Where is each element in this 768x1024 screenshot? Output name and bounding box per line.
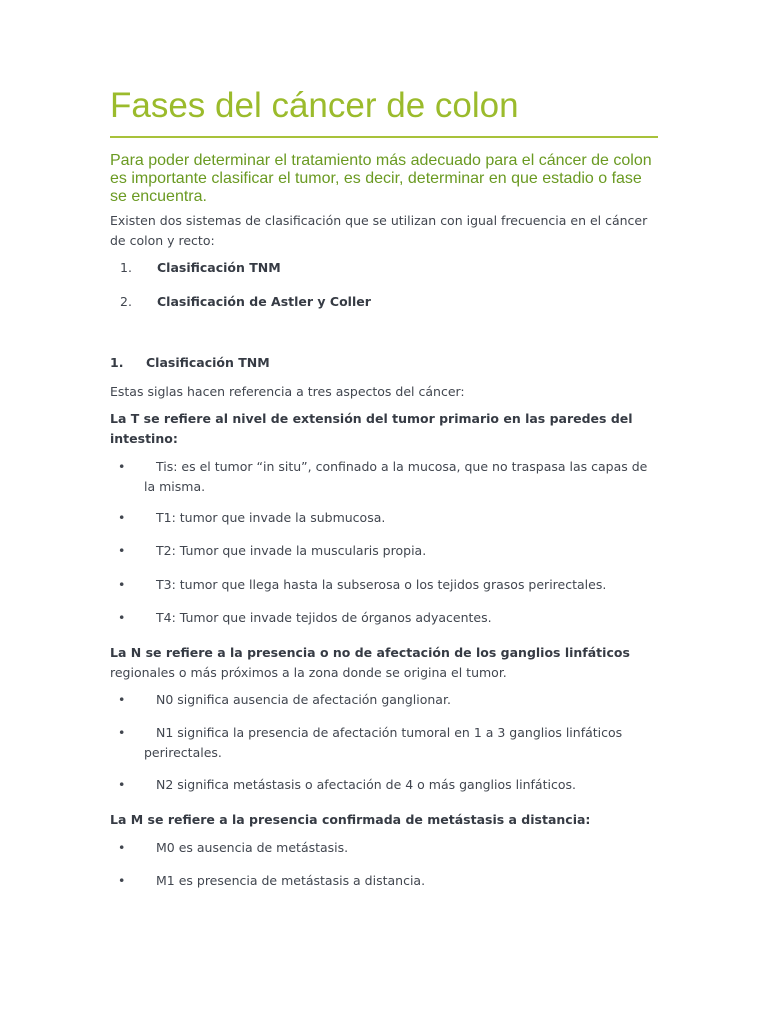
system-number: 2. xyxy=(120,294,132,309)
title-divider xyxy=(110,136,658,138)
system-item-tnm xyxy=(120,258,281,278)
list-item xyxy=(118,608,658,628)
bullet-icon: • xyxy=(118,459,126,474)
bullet-icon: • xyxy=(118,610,126,625)
list-item-text: N1 significa la presencia de afectación tumoral en 1 a 3 ganglios linfáticos perirectales. xyxy=(144,725,623,760)
system-number: 1. xyxy=(120,260,132,275)
list-item xyxy=(118,457,658,497)
bullet-icon: • xyxy=(118,873,126,888)
m-heading: La M se refiere a la presencia confirmada de metástasis a distancia: xyxy=(110,812,591,827)
lead-paragraph: Para poder determinar el tratamiento más adecuado para el cáncer de colon es importante clasificar el tumor, es decir, determinar en que estadio o fase se encuentra. xyxy=(110,152,652,205)
list-item-text: Tis: es el tumor “in situ”, confinado a la mucosa, que no traspasa las capas de la misma. xyxy=(144,459,648,494)
section-heading-tnm xyxy=(110,353,270,373)
page-title: Fases del cáncer de colon xyxy=(110,86,519,125)
list-item xyxy=(118,575,658,595)
n-heading xyxy=(110,643,658,683)
list-item-text: T2: Tumor que invade la muscularis propia. xyxy=(156,543,427,558)
list-item xyxy=(118,723,658,763)
list-item xyxy=(118,508,658,528)
system-label: Clasificación TNM xyxy=(157,260,281,275)
list-item xyxy=(118,838,658,858)
n-heading-rest: regionales o más próximos a la zona donde se origina el tumor. xyxy=(110,665,507,680)
section-intro: Estas siglas hacen referencia a tres aspectos del cáncer: xyxy=(110,384,465,399)
bullet-icon: • xyxy=(118,510,126,525)
list-item-text: T1: tumor que invade la submucosa. xyxy=(156,510,386,525)
system-item-astler xyxy=(120,292,371,312)
list-item-text: T3: tumor que llega hasta la subserosa o los tejidos grasos perirectales. xyxy=(156,577,607,592)
system-label: Clasificación de Astler y Coller xyxy=(157,294,371,309)
section-label: Clasificación TNM xyxy=(146,355,270,370)
list-item-text: T4: Tumor que invade tejidos de órganos adyacentes. xyxy=(156,610,492,625)
list-item xyxy=(118,690,658,710)
t-heading: La T se refiere al nivel de extensión del tumor primario en las paredes del intestino: xyxy=(110,411,633,446)
section-number: 1. xyxy=(110,355,124,370)
list-item-text: M0 es ausencia de metástasis. xyxy=(156,840,349,855)
bullet-icon: • xyxy=(118,725,126,740)
bullet-icon: • xyxy=(118,840,126,855)
list-item-text: M1 es presencia de metástasis a distancia. xyxy=(156,873,426,888)
bullet-icon: • xyxy=(118,777,126,792)
bullet-icon: • xyxy=(118,577,126,592)
list-item-text: N0 significa ausencia de afectación ganglionar. xyxy=(156,692,451,707)
list-item xyxy=(118,871,658,891)
list-item-text: N2 significa metástasis o afectación de 4 o más ganglios linfáticos. xyxy=(156,777,576,792)
list-item xyxy=(118,541,658,561)
n-heading-bold: La N se refiere a la presencia o no de afectación de los ganglios linfáticos xyxy=(110,645,630,660)
list-item xyxy=(118,775,658,795)
intro-paragraph: Existen dos sistemas de clasificación que se utilizan con igual frecuencia en el cáncer de colon y recto: xyxy=(110,213,648,248)
bullet-icon: • xyxy=(118,543,126,558)
bullet-icon: • xyxy=(118,692,126,707)
